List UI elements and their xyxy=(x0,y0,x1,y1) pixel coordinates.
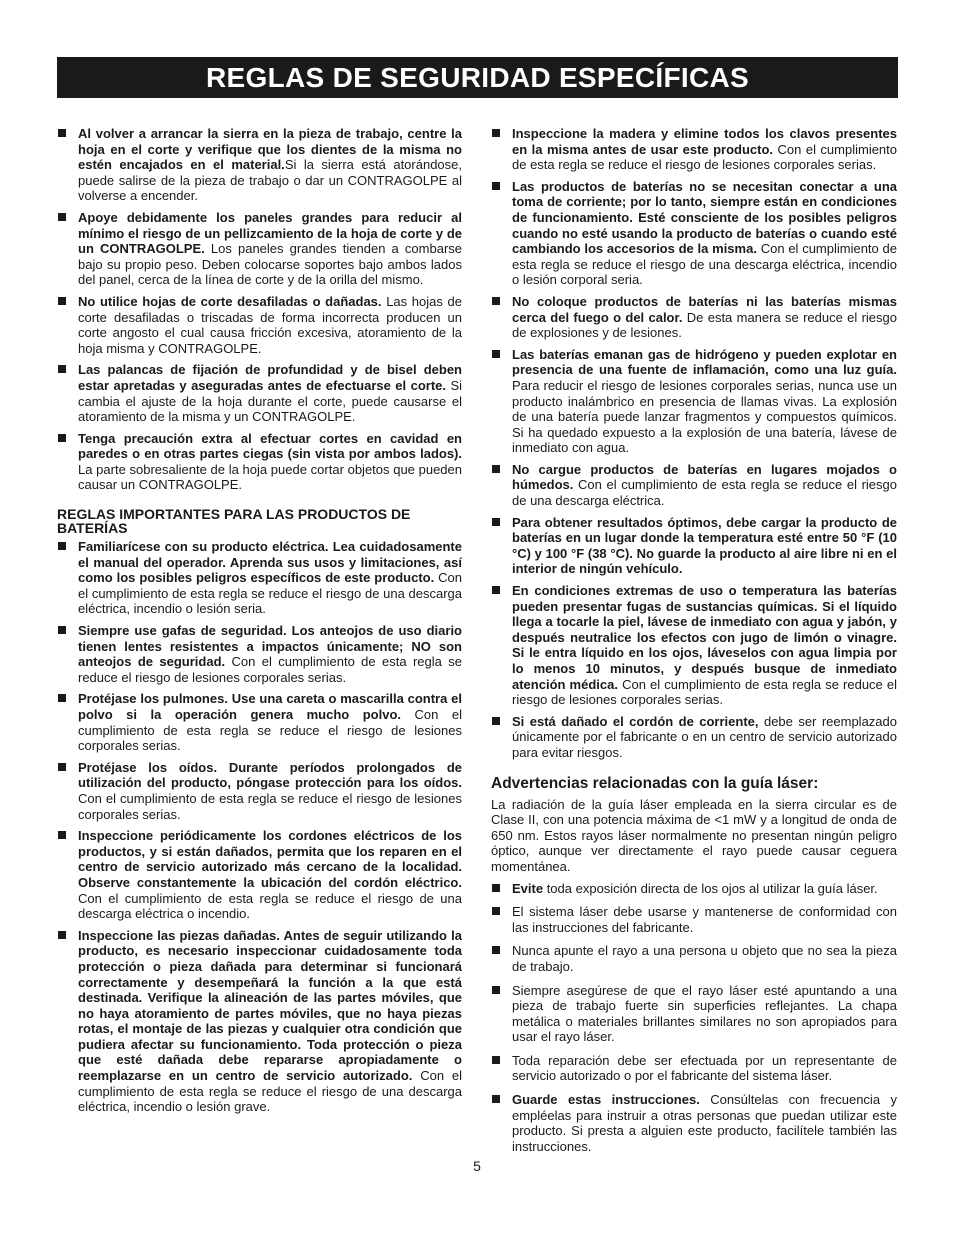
list-item: Inspeccione las piezas dañadas. Antes de seguir utilizando la producto, es necesario inspeccionar cuidadosamente toda protección o pieza dañada para determinar si funcionará correctamente y desempeñará la función a la que está destinada. Verifique la alineación de las partes móviles, que no haya atoramiento de partes móviles, que no haya piezas rotas, el montaje de las piezas y cualquier otra condición que pudiera afectar su funcionamiento. Toda protección o pieza que esté dañada debe repararse apropiadamente o reemplazarse en un centro de servicio autorizado. Con el cumplimiento de esta regla se reduce el riesgo de una descarga eléctrica, incendio o lesión grave. xyxy=(57,928,462,1115)
list-item: Guarde estas instrucciones. Consúltelas con frecuencia y empléelas para instruir a otras personas que puedan utilizar este producto. Si presta a alguien este producto, facilítele también las instrucciones. xyxy=(491,1092,897,1154)
list-item: El sistema láser debe usarse y mantenerse de conformidad con las instrucciones del fabricante. xyxy=(491,904,897,935)
list-item: Nunca apunte el rayo a una persona u objeto que no sea la pieza de trabajo. xyxy=(491,943,897,974)
list-item: Protéjase los pulmones. Use una careta o mascarilla contra el polvo si la operación genera mucho polvo. Con el cumplimiento de esta regla se reduce el riesgo de lesiones corporales serias. xyxy=(57,691,462,753)
list-item: Las baterías emanan gas de hidrógeno y pueden explotar en presencia de una fuente de inflamación, como una luz guía. Para reducir el riesgo de lesiones corporales serias, nunca use un producto inalámbrico en presencia de llamas vivas. La explosión de una batería puede lanzar fragmentos y compuestos químicos. Si ha quedado expuesto a la explosión de una batería, lávese de inmediato con agua. xyxy=(491,347,897,456)
battery-rules-list xyxy=(57,539,462,1115)
list-item: Al volver a arrancar la sierra en la pieza de trabajo, centre la hoja en el corte y verifique que los dientes de la misma no estén encajados en el material.Si la sierra está atorándose, puede salirse de la pieza de trabajo o dar un CONTRAGOLPE al volverse a encender. xyxy=(57,126,462,204)
square-bullet-icon xyxy=(492,350,500,358)
square-bullet-icon xyxy=(492,586,500,594)
list-item: Toda reparación debe ser efectuada por un representante de servicio autorizado o por el fabricante del sistema láser. xyxy=(491,1053,897,1084)
square-bullet-icon xyxy=(492,518,500,526)
list-item: Protéjase los oídos. Durante períodos prolongados de utilización del producto, póngase protección para los oídos. Con el cumplimiento de esta regla se reduce el riesgo de lesiones corporales serias. xyxy=(57,760,462,822)
square-bullet-icon xyxy=(58,694,66,702)
square-bullet-icon xyxy=(492,986,500,994)
laser-warnings-heading: Advertencias relacionadas con la guía láser: xyxy=(491,774,819,792)
list-item: Inspeccione la madera y elimine todos los clavos presentes en la misma antes de usar este producto. Con el cumplimiento de esta regla se reduce el riesgo de lesiones corporales serias. xyxy=(491,126,897,173)
list-item: Si está dañado el cordón de corriente, debe ser reemplazado únicamente por el fabricante o en un centro de servicio autorizado para evitar riesgos. xyxy=(491,714,897,761)
square-bullet-icon xyxy=(58,831,66,839)
list-item: Tenga precaución extra al efectuar cortes en cavidad en paredes o en otras partes ciegas (sin vista por ambos lados). La parte sobresaliente de la hoja puede cortar objetos que pueden causar un CONTRAGOLPE. xyxy=(57,431,462,493)
list-item: Para obtener resultados óptimos, debe cargar la producto de baterías en un lugar donde la temperatura esté entre 50 °F (10 °C) y 100 °F (38 °C). No guarde la producto al aire libre ni en el interior de ningún vehículo. xyxy=(491,515,897,577)
square-bullet-icon xyxy=(492,717,500,725)
square-bullet-icon xyxy=(58,542,66,550)
square-bullet-icon xyxy=(58,931,66,939)
square-bullet-icon xyxy=(492,129,500,137)
list-item: Siempre asegúrese de que el rayo láser esté apuntando a una pieza de trabajo fuerte sin superficies reflejantes. La chapa metálica o materiales brillantes similares no son apropiados para usar el rayo láser. xyxy=(491,983,897,1045)
saw-rules-list xyxy=(57,126,462,493)
left-column xyxy=(57,126,462,1121)
right-column xyxy=(491,126,897,1162)
square-bullet-icon xyxy=(492,884,500,892)
square-bullet-icon xyxy=(58,626,66,634)
list-item: Las palancas de fijación de profundidad y de bisel deben estar apretadas y aseguradas antes de efectuarse el corte. Si cambia el ajuste de la hoja durante el corte, puede causarse el atoramiento de la misma y un CONTRAGOLPE. xyxy=(57,362,462,424)
square-bullet-icon xyxy=(58,213,66,221)
list-item: Las productos de baterías no se necesitan conectar a una toma de corriente; por lo tanto, siempre están en condiciones de funcionamiento. Esté consciente de los posibles peligros cuando no esté usando la producto de baterías o cuando esté cambiando los accesorios de la misma. Con el cumplimiento de esta regla se reduce el riesgo de una descarga eléctrica, incendio o lesión corporal seria. xyxy=(491,179,897,288)
list-item: Siempre use gafas de seguridad. Los anteojos de uso diario tienen lentes resistentes a impactos únicamente; NO son anteojos de seguridad. Con el cumplimiento de esta regla se reduce el riesgo de lesiones corporales serias. xyxy=(57,623,462,685)
square-bullet-icon xyxy=(58,297,66,305)
laser-intro-paragraph: La radiación de la guía láser empleada en la sierra circular es de Clase II, con una potencia máxima de <1 mW y a longitud de onda de 650 nm. Estos rayos láser normalmente no presentan ningún peligro óptico, aunque ver directamente el rayo puede causar ceguera momentánea. xyxy=(491,796,897,874)
square-bullet-icon xyxy=(58,763,66,771)
square-bullet-icon xyxy=(492,182,500,190)
battery-rules-heading: REGLAS IMPORTANTES PARA LAS PRODUCTOS DE BATERÍAS xyxy=(57,506,411,537)
list-item: En condiciones extremas de uso o temperatura las baterías pueden presentar fugas de sustancias químicas. Si el líquido llega a tocarle la piel, lávese de inmediato con agua y jabón, y después neutralice los efectos con jugo de limón o vinagre. Si le entra líquido en los ojos, láveselos con agua limpia por lo menos 10 minutos, y después busque de inmediato atención médica. Con el cumplimiento de esta regla se reduce el riesgo de lesiones corporales serias. xyxy=(491,583,897,708)
list-item: Familiarícese con su producto eléctrica. Lea cuidadosamente el manual del operador. Aprenda sus usos y limitaciones, así como los posibles peligros específicos de este producto. Con el cumplimiento de esta regla se reduce el riesgo de una descarga eléctrica, incendio o lesión seria. xyxy=(57,539,462,617)
laser-warnings-list xyxy=(491,881,897,1155)
page-number: 5 xyxy=(473,1158,481,1174)
page-title-banner xyxy=(57,57,898,98)
list-item: Evite toda exposición directa de los ojos al utilizar la guía láser. xyxy=(491,881,897,897)
square-bullet-icon xyxy=(492,907,500,915)
square-bullet-icon xyxy=(58,129,66,137)
battery-rules-list-continued xyxy=(491,126,897,761)
list-item: No coloque productos de baterías ni las baterías mismas cerca del fuego o del calor. De esta manera se reduce el riesgo de explosiones y de lesiones. xyxy=(491,294,897,341)
square-bullet-icon xyxy=(492,946,500,954)
page-title: REGLAS DE SEGURIDAD ESPECÍFICAS xyxy=(206,61,749,93)
square-bullet-icon xyxy=(492,465,500,473)
square-bullet-icon xyxy=(492,297,500,305)
list-item: Inspeccione periódicamente los cordones eléctricos de los productos, y si están dañados, permita que los reparen en el centro de servicio autorizado más cercano de la localidad. Observe constantemente la ubicación del cordón eléctrico. Con el cumplimiento de esta regla se reduce el riesgo de una descarga eléctrica o incendio. xyxy=(57,828,462,922)
square-bullet-icon xyxy=(58,365,66,373)
list-item: No utilice hojas de corte desafiladas o dañadas. Las hojas de corte desafiladas o triscadas de forma incorrecta producen un corte angosto el cual causa fricción excesiva, atoramiento de la hoja misma y CONTRAGOLPE. xyxy=(57,294,462,356)
square-bullet-icon xyxy=(492,1095,500,1103)
square-bullet-icon xyxy=(492,1056,500,1064)
list-item: No cargue productos de baterías en lugares mojados o húmedos. Con el cumplimiento de esta regla se reduce el riesgo de una descarga eléctrica. xyxy=(491,462,897,509)
square-bullet-icon xyxy=(58,434,66,442)
list-item: Apoye debidamente los paneles grandes para reducir al mínimo el riesgo de un pellizcamiento de la hoja de corte y de un CONTRAGOLPE. Los paneles grandes tienden a combarse bajo su propio peso. Deben colocarse soportes bajo ambos lados del panel, cerca de la línea de corte y de la orilla del mismo. xyxy=(57,210,462,288)
